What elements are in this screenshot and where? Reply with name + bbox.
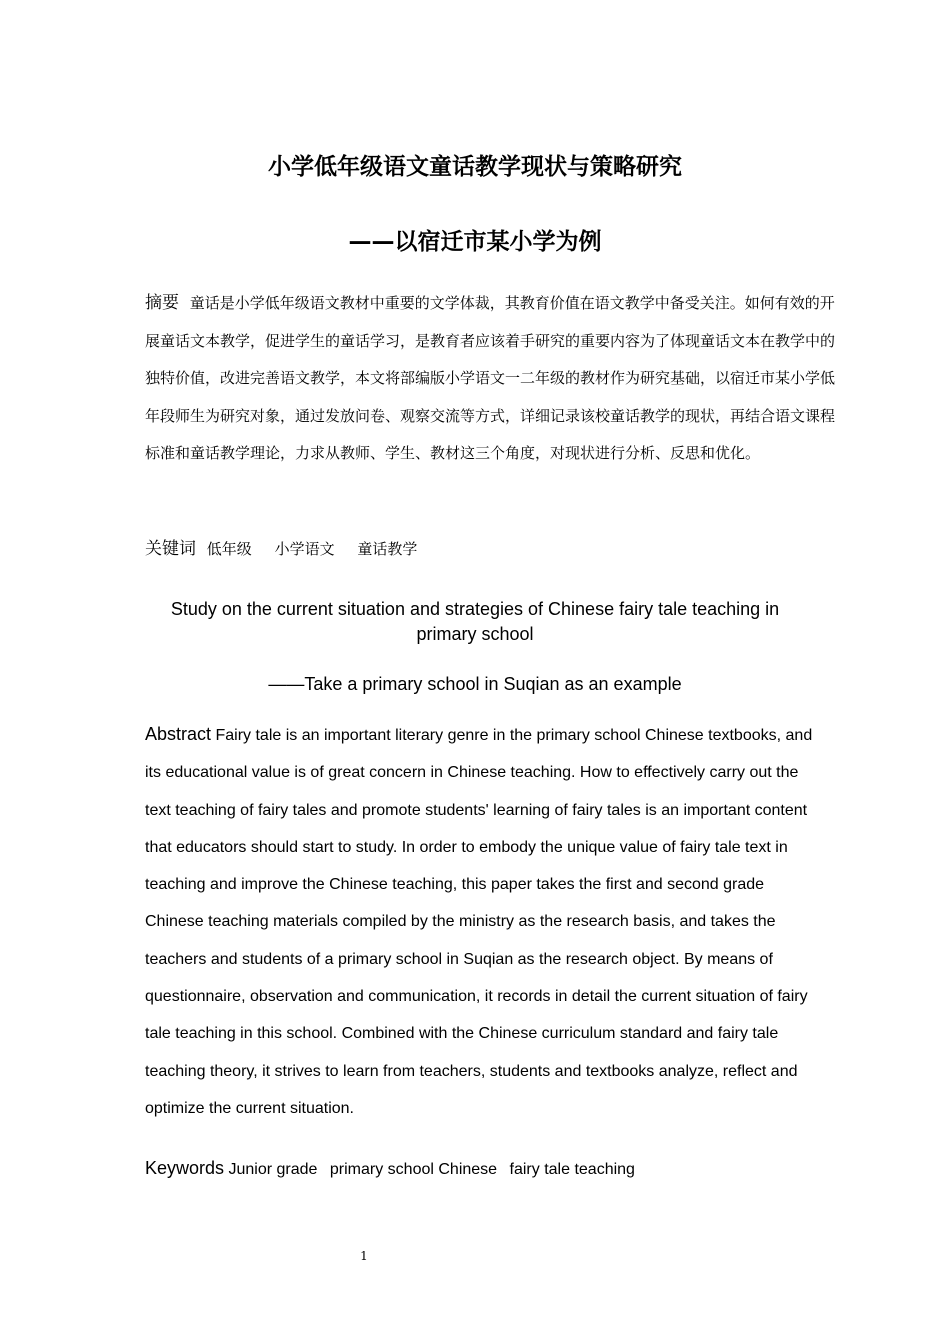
english-keyword: primary school Chinese xyxy=(329,1161,498,1178)
chinese-abstract-text: 童话是小学低年级语文教材中重要的文学体裁，其教育价值在语文教学中备受关注。如何有效的开展童话文本教学，促进学生的童话学习，是教育者应该着手研究的重要内容为了体现童话文本在教学中的独特价值，改进完善语文教学，本文将部编版小学语文一二年级的教材作为研究基础，以宿迁市某小学低年段师生为研究对象，通过发放问卷、观察交流等方式，详细记录该校童话教学的现状，再结合语文课程标准和童话教学理论，力求从教师、学生、教材这三个角度，对现状进行分析、反思和优化。 xyxy=(145,294,836,463)
english-abstract xyxy=(145,716,820,1127)
english-abstract-text: Fairy tale is an important literary genre in the primary school Chinese textbooks, and its educational value is of great concern in Chinese teaching. How to effectively carry out the text teaching of fairy tales and promote students' learning of fairy tales is an important content that educators should start to study. In order to embody the unique value of fairy tale text in teaching and improve the Chinese teaching, this paper takes the first and second grade Chinese teaching materials compiled by the ministry as the research basis, and takes the teachers and students of a primary school in Suqian as the research object. By means of questionnaire, observation and communication, it records in detail the current situation of fairy tale teaching in this school. Combined with the Chinese curriculum standard and fairy tale teaching theory, it strives to learn from teachers, students and textbooks analyze, reflect and optimize the current situation. xyxy=(145,727,813,1117)
chinese-title: 小学低年级语文童话教学现状与策略研究 xyxy=(268,154,682,180)
english-keyword: Junior grade xyxy=(228,1161,318,1178)
chinese-subtitle: ——以宿迁市某小学为例 xyxy=(348,229,602,255)
english-keywords xyxy=(145,1150,820,1188)
english-abstract-label: Abstract xyxy=(145,724,212,744)
chinese-keyword: 低年级 xyxy=(206,540,252,558)
english-subtitle: ——Take a primary school in Suqian as an example xyxy=(268,674,682,694)
english-keywords-label: Keywords xyxy=(145,1158,225,1178)
chinese-abstract xyxy=(145,285,835,473)
page-number: 1 xyxy=(360,1249,368,1263)
chinese-keywords xyxy=(145,531,835,569)
english-title: Study on the current situation and strategies of Chinese fairy tale teaching in primary school xyxy=(170,599,780,644)
chinese-keyword: 童话教学 xyxy=(357,540,418,558)
english-keyword: fairy tale teaching xyxy=(509,1161,635,1178)
chinese-keyword: 小学语文 xyxy=(274,540,335,558)
chinese-keywords-label: 关键词 xyxy=(145,539,196,559)
chinese-abstract-label: 摘要 xyxy=(145,293,179,313)
